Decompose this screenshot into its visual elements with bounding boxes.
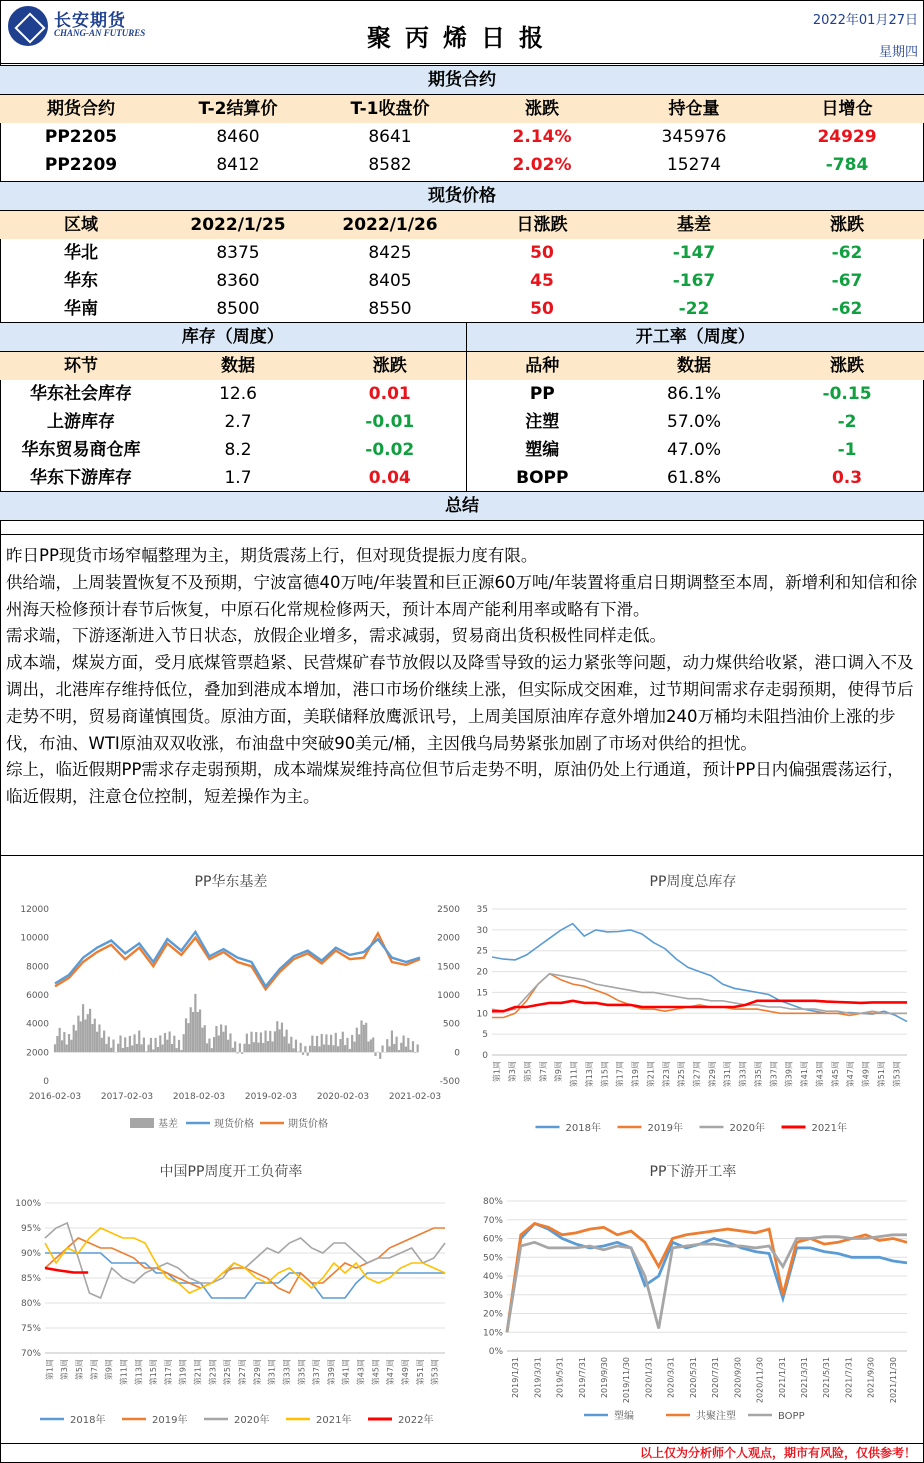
y-tick-label: 50% (482, 1253, 503, 1264)
x-tick-label: 第49周 (861, 1061, 871, 1088)
legend-label: 2021年 (811, 1123, 847, 1134)
x-tick-label: 2021/11/30 (888, 1357, 898, 1404)
y-tick-label: 15 (476, 988, 488, 999)
cell-value: 47.0% (667, 440, 722, 460)
cell-change: 0.3 (831, 468, 863, 488)
cell-basis: -22 (678, 299, 710, 319)
legend-label: BOPP (778, 1411, 805, 1422)
cell-value: 345976 (661, 127, 727, 147)
chart-operating-svg (0, 1153, 462, 1443)
y-tick-label: 20% (482, 1309, 503, 1320)
table-row (0, 295, 924, 323)
x-tick-label: 2020/9/30 (733, 1357, 743, 1399)
legend-label: 2021年 (316, 1415, 352, 1426)
y-tick-label: 100% (15, 1199, 41, 1209)
disclaimer: 以上仅为分析师个人观点，期市有风险，仅供参考！ (0, 1443, 924, 1463)
x-tick-label: 2020/11/30 (755, 1357, 765, 1404)
legend-label: 2020年 (234, 1415, 270, 1426)
col-header: 涨跌 (525, 99, 559, 119)
x-tick-label: 第9周 (104, 1359, 114, 1381)
legend-label: 2018年 (565, 1123, 601, 1134)
cell-change: 0.04 (368, 468, 411, 488)
cell-change: 24929 (817, 127, 877, 147)
y-tick-label: 90% (20, 1249, 41, 1259)
operating-name: PP (466, 380, 618, 408)
x-tick-label: 第53周 (892, 1061, 902, 1088)
chart-title: PP周度总库存 (649, 874, 737, 890)
col-header: 持仓量 (668, 99, 720, 119)
legend-label: 2019年 (152, 1415, 188, 1426)
y-left-tick-label: 10000 (20, 933, 49, 944)
x-tick-label: 2019/1/31 (511, 1357, 521, 1399)
charts-area (0, 857, 924, 1443)
x-tick-label: 第11周 (119, 1359, 129, 1386)
chart-title: PP华东基差 (194, 874, 268, 890)
x-tick-label: 2019/11/30 (622, 1357, 632, 1404)
x-tick-label: 第17周 (615, 1061, 625, 1088)
col-header: 数据 (221, 356, 255, 376)
x-tick-label: 2019/5/31 (555, 1357, 565, 1399)
x-tick-label: 第17周 (163, 1359, 173, 1386)
series-line (55, 932, 420, 987)
series-line (45, 1223, 445, 1298)
x-tick-label: 第19周 (178, 1359, 188, 1386)
col-header: T-2结算价 (198, 99, 278, 119)
x-tick-label: 第15周 (600, 1061, 610, 1088)
x-tick-label: 第23周 (661, 1061, 671, 1088)
cell-change: 2.14% (512, 127, 572, 147)
x-tick-label: 第1周 (492, 1061, 502, 1083)
col-header: 涨跌 (372, 356, 407, 376)
x-tick-label: 第29周 (707, 1061, 717, 1088)
cell-value: 8375 (216, 243, 260, 263)
x-tick-label: 2020/3/31 (666, 1357, 676, 1399)
section-operating: 开工率（周度） (466, 323, 924, 352)
cell-change: -62 (831, 299, 863, 319)
y-tick-label: 10% (482, 1328, 503, 1339)
summary-paragraph: 供给端，上周装置恢复不及预期，宁波富德40万吨/年装置和巨正源60万吨/年装置将重启日期调整至本周，新增利和知信和徐州海天检修预计春节后恢复，中原石化常规检修两天，预计本周产能利用率或略有下滑。 (6, 572, 918, 619)
legend-label: 2019年 (647, 1123, 683, 1134)
x-tick-label: 第45周 (371, 1359, 381, 1386)
x-tick-label: 第25周 (223, 1359, 233, 1386)
cell-value: 61.8% (667, 468, 722, 488)
legend-label: 2020年 (729, 1123, 765, 1134)
table-row (0, 380, 924, 408)
y-left-tick-label: 4000 (26, 1019, 49, 1030)
chart-operating (0, 1153, 462, 1443)
y-tick-label: 75% (20, 1324, 41, 1334)
x-tick-label: 第35周 (297, 1359, 307, 1386)
y-right-tick-label: -500 (439, 1077, 460, 1087)
cell-change: -0.01 (365, 412, 415, 432)
y-right-tick-label: 2500 (437, 905, 460, 915)
y-left-tick-label: 2000 (26, 1048, 49, 1059)
x-tick-label: 2021/9/30 (866, 1357, 876, 1399)
x-tick-label: 第25周 (677, 1061, 687, 1088)
chart-downstream-svg (462, 1153, 924, 1443)
x-tick-label: 2019/9/30 (600, 1357, 609, 1399)
spot-table (0, 181, 924, 323)
x-tick-label: 第5周 (523, 1061, 533, 1083)
contract-name: PP2209 (44, 155, 118, 175)
region-name: 华东 (64, 271, 98, 291)
logo-text-en: CHANG-AN FUTURES (54, 28, 146, 38)
x-tick-label: 2019/7/31 (577, 1357, 587, 1399)
x-tick-label: 第27周 (238, 1359, 247, 1386)
x-tick-label: 第39周 (326, 1359, 336, 1386)
region-name: 华北 (64, 243, 98, 263)
x-tick-label: 第47周 (846, 1061, 856, 1088)
cell-change: -2 (837, 412, 857, 432)
cell-change: 50 (530, 243, 554, 263)
summary-paragraph: 成本端，煤炭方面，受月底煤管票趋紧、民营煤矿春节放假以及降雪导致的运力紧张等问题，动力煤供给收紧，港口调入不及调出，北港库存维持低位，叠加到港成本增加，港口市场价继续上涨，但实际成交困难，过节期间需求存走弱预期，使得节后走势不明，贸易商谨慎囤货。原油方面，美联储释放鹰派讯号，上周美国原油库存意外增加240万桶均未阻挡油价上涨的步伐，布油、WTI原油双双收涨，布油盘中突破90美元/桶，主因俄乌局势紧张加剧了市场对供给的担忧。 (6, 653, 914, 753)
x-tick-label: 第21周 (193, 1359, 203, 1386)
x-tick-label: 第35周 (753, 1061, 763, 1088)
operating-name: BOPP (466, 464, 618, 492)
x-tick-label: 第45周 (830, 1061, 840, 1088)
y-tick-label: 80% (20, 1299, 41, 1309)
summary-paragraph: 综上，临近假期PP需求存走弱预期，成本端煤炭维持高位但节后走势不明，原油仍处上行通道，预计PP日内偏强震荡运行，临近假期，注意仓位控制，短差操作为主。 (6, 760, 904, 807)
x-tick-label: 2019/3/31 (533, 1357, 543, 1399)
legend-label: 共聚注塑 (696, 1411, 736, 1422)
x-tick-label: 第41周 (341, 1359, 351, 1386)
y-tick-label: 70% (482, 1215, 503, 1226)
futures-table (0, 65, 924, 179)
x-tick-label: 2019-02-03 (244, 1092, 298, 1102)
cell-value: 8641 (368, 127, 412, 147)
y-tick-label: 30 (476, 925, 488, 936)
table-row (0, 239, 924, 267)
x-tick-label: 第33周 (738, 1061, 748, 1088)
section-summary: 总结 (0, 492, 924, 521)
series-line (492, 1001, 907, 1011)
x-tick-label: 第29周 (252, 1359, 262, 1386)
x-tick-label: 2017-02-03 (100, 1092, 154, 1102)
x-tick-label: 第19周 (631, 1061, 641, 1088)
series-line (45, 1228, 445, 1293)
x-tick-label: 第53周 (430, 1359, 440, 1386)
x-tick-label: 第49周 (400, 1359, 410, 1386)
chart-basis-svg (0, 857, 462, 1147)
table-row (0, 267, 924, 295)
cell-basis: -147 (672, 243, 716, 263)
chart-downstream (462, 1153, 924, 1443)
col-header: 2022/1/25 (190, 215, 286, 235)
cell-value: 57.0% (667, 412, 722, 432)
y-tick-label: 10 (476, 1009, 488, 1020)
legend-label: 塑编 (614, 1411, 634, 1422)
table-row (0, 408, 924, 436)
cell-value: 8.2 (224, 440, 252, 460)
cell-change: -67 (831, 271, 863, 291)
table-row (0, 436, 924, 464)
report-weekday: 星期四 (878, 45, 918, 60)
col-header: 区域 (64, 215, 98, 235)
inventory-name: 华东下游库存 (30, 468, 132, 488)
summary-text (0, 534, 924, 856)
x-tick-label: 第9周 (554, 1061, 564, 1083)
chart-title: 中国PP周度开工负荷率 (159, 1164, 303, 1180)
cell-value: 8405 (368, 271, 412, 291)
cell-value: 8360 (216, 271, 260, 291)
chart-inventory-svg (462, 857, 924, 1147)
inventory-operating-table (0, 322, 924, 492)
inventory-name: 华东社会库存 (30, 384, 132, 404)
section-spot: 现货价格 (0, 182, 924, 211)
cell-change: 45 (530, 271, 554, 291)
series-line (492, 974, 907, 1018)
y-right-tick-label: 2000 (437, 933, 460, 944)
col-header: 涨跌 (830, 215, 865, 235)
y-tick-label: 20 (476, 967, 488, 978)
report-title: 聚丙烯日报 (367, 24, 557, 52)
summary-paragraph: 需求端，下游逐渐进入节日状态，放假企业增多，需求减弱，贸易商出货积极性同样走低。 (6, 626, 666, 646)
cell-change: -0.02 (365, 440, 415, 460)
x-tick-label: 第1周 (45, 1359, 55, 1381)
x-tick-label: 第23周 (208, 1359, 218, 1386)
col-header: 涨跌 (830, 356, 865, 376)
contract-name: PP2205 (44, 127, 118, 147)
futures-header-row (0, 95, 924, 124)
report-header (0, 0, 924, 64)
x-tick-label: 第21周 (646, 1061, 656, 1088)
x-tick-label: 第15周 (149, 1359, 159, 1386)
series-line (507, 1235, 907, 1333)
x-tick-label: 第47周 (386, 1359, 396, 1386)
inventory-name: 上游库存 (47, 412, 115, 432)
y-tick-label: 95% (20, 1224, 41, 1234)
x-tick-label: 第43周 (356, 1359, 366, 1386)
cell-value: 15274 (666, 155, 722, 175)
cell-value: 8500 (216, 299, 260, 319)
y-right-tick-label: 1000 (437, 991, 460, 1001)
x-tick-label: 2021/5/31 (822, 1357, 832, 1399)
inventory-name: 华东贸易商仓库 (21, 440, 141, 460)
summary-paragraph: 昨日PP现货市场窄幅整理为主，期货震荡上行，但对现货提振力度有限。 (6, 546, 538, 565)
legend-label: 2022年 (398, 1415, 434, 1426)
cell-value: 12.6 (219, 384, 257, 404)
legend-label: 现货价格 (214, 1119, 254, 1130)
table-row (0, 123, 924, 151)
col-header: 基差 (677, 215, 711, 235)
legend-swatch (130, 1118, 154, 1128)
col-header: 日增仓 (821, 99, 873, 119)
legend-label: 基差 (158, 1119, 178, 1130)
y-tick-label: 25 (476, 946, 488, 957)
col-header: 日涨跌 (516, 215, 568, 235)
col-header: 环节 (64, 356, 98, 376)
cell-value: 86.1% (667, 384, 722, 404)
x-tick-label: 第7周 (89, 1359, 99, 1381)
y-tick-label: 85% (20, 1274, 41, 1284)
y-left-tick-label: 6000 (26, 991, 49, 1001)
cell-value: 2.7 (224, 412, 252, 432)
x-tick-label: 第11周 (569, 1061, 579, 1088)
cell-value: 8425 (368, 243, 412, 263)
x-tick-label: 第37周 (769, 1061, 779, 1088)
x-tick-label: 2021/7/31 (844, 1357, 854, 1399)
cell-value: 8412 (216, 155, 260, 175)
operating-name: 塑编 (466, 436, 618, 464)
x-tick-label: 2021/3/31 (800, 1357, 809, 1399)
col-header: 品种 (466, 352, 618, 381)
x-tick-label: 2016-02-03 (28, 1092, 82, 1102)
x-tick-label: 第31周 (267, 1359, 277, 1386)
x-tick-label: 2020/5/31 (688, 1357, 698, 1399)
y-tick-label: 0 (482, 1051, 488, 1061)
y-right-tick-label: 1500 (437, 962, 460, 973)
cell-change: -1 (837, 440, 857, 460)
inventory-header-row (0, 352, 924, 381)
x-tick-label: 第51周 (876, 1061, 886, 1088)
x-tick-label: 2021/1/31 (777, 1357, 787, 1399)
cell-change: 0.01 (368, 384, 411, 404)
x-tick-label: 第51周 (415, 1359, 425, 1386)
report-date: 2022年01月27日 (812, 13, 918, 28)
y-left-tick-label: 12000 (20, 905, 49, 915)
chart-inventory (462, 857, 924, 1147)
x-tick-label: 第5周 (75, 1359, 85, 1381)
cell-value: 8460 (216, 127, 260, 147)
x-tick-label: 第27周 (692, 1061, 702, 1088)
y-right-tick-label: 500 (442, 1019, 460, 1030)
col-header: 数据 (677, 356, 712, 376)
cell-value: 1.7 (224, 468, 252, 488)
section-inventory: 库存（周度） (0, 323, 466, 352)
cell-change: -784 (825, 155, 869, 175)
x-tick-label: 2021-02-03 (388, 1092, 442, 1102)
logo-text-cn: 长安期货 (54, 11, 126, 31)
x-tick-label: 第31周 (723, 1061, 733, 1088)
chart-title: PP下游开工率 (649, 1164, 737, 1180)
y-right-tick-label: 0 (454, 1048, 460, 1059)
cell-basis: -167 (672, 271, 716, 291)
col-header: 2022/1/26 (342, 215, 438, 235)
cell-change: -62 (831, 243, 863, 263)
y-tick-label: 80% (482, 1197, 503, 1207)
y-tick-label: 60% (482, 1234, 503, 1245)
x-tick-label: 2018-02-03 (172, 1092, 226, 1102)
table-row (0, 151, 924, 179)
col-header: 期货合约 (47, 99, 115, 119)
operating-name: 注塑 (466, 408, 618, 436)
y-tick-label: 30% (482, 1290, 503, 1301)
y-left-tick-label: 0 (43, 1077, 49, 1087)
y-tick-label: 70% (20, 1349, 41, 1359)
x-tick-label: 第41周 (800, 1061, 810, 1088)
legend-label: 2018年 (70, 1415, 106, 1426)
x-tick-label: 2020/1/31 (644, 1357, 654, 1399)
table-row (0, 464, 924, 492)
legend-label: 期货价格 (288, 1119, 328, 1130)
summary-heading-table (0, 491, 924, 521)
x-tick-label: 2020-02-03 (316, 1092, 370, 1102)
cell-change: -0.15 (822, 384, 872, 404)
x-tick-label: 第39周 (784, 1061, 794, 1088)
series-line (45, 1253, 445, 1298)
cell-value: 8582 (368, 155, 412, 175)
cell-value: 8550 (368, 299, 412, 319)
x-tick-label: 第13周 (584, 1061, 594, 1088)
region-name: 华南 (64, 299, 98, 319)
x-tick-label: 第37周 (312, 1359, 322, 1386)
x-tick-label: 2020/7/31 (711, 1357, 721, 1399)
x-tick-label: 第13周 (134, 1359, 144, 1386)
x-tick-label: 第33周 (282, 1359, 292, 1386)
x-tick-label: 第43周 (815, 1061, 825, 1088)
x-tick-label: 第3周 (508, 1061, 518, 1083)
y-tick-label: 40% (482, 1272, 503, 1282)
chart-basis (0, 857, 462, 1147)
cell-change: 2.02% (512, 155, 572, 175)
section-futures: 期货合约 (0, 66, 924, 95)
col-header: T-1收盘价 (350, 99, 430, 119)
y-left-tick-label: 8000 (26, 962, 49, 973)
y-tick-label: 35 (476, 905, 488, 915)
y-tick-label: 0% (488, 1347, 503, 1357)
x-tick-label: 第7周 (538, 1061, 548, 1083)
series-line (45, 1228, 445, 1293)
spot-header-row (0, 211, 924, 240)
cell-change: 50 (530, 299, 554, 319)
y-tick-label: 5 (482, 1030, 488, 1041)
x-tick-label: 第3周 (60, 1359, 70, 1381)
